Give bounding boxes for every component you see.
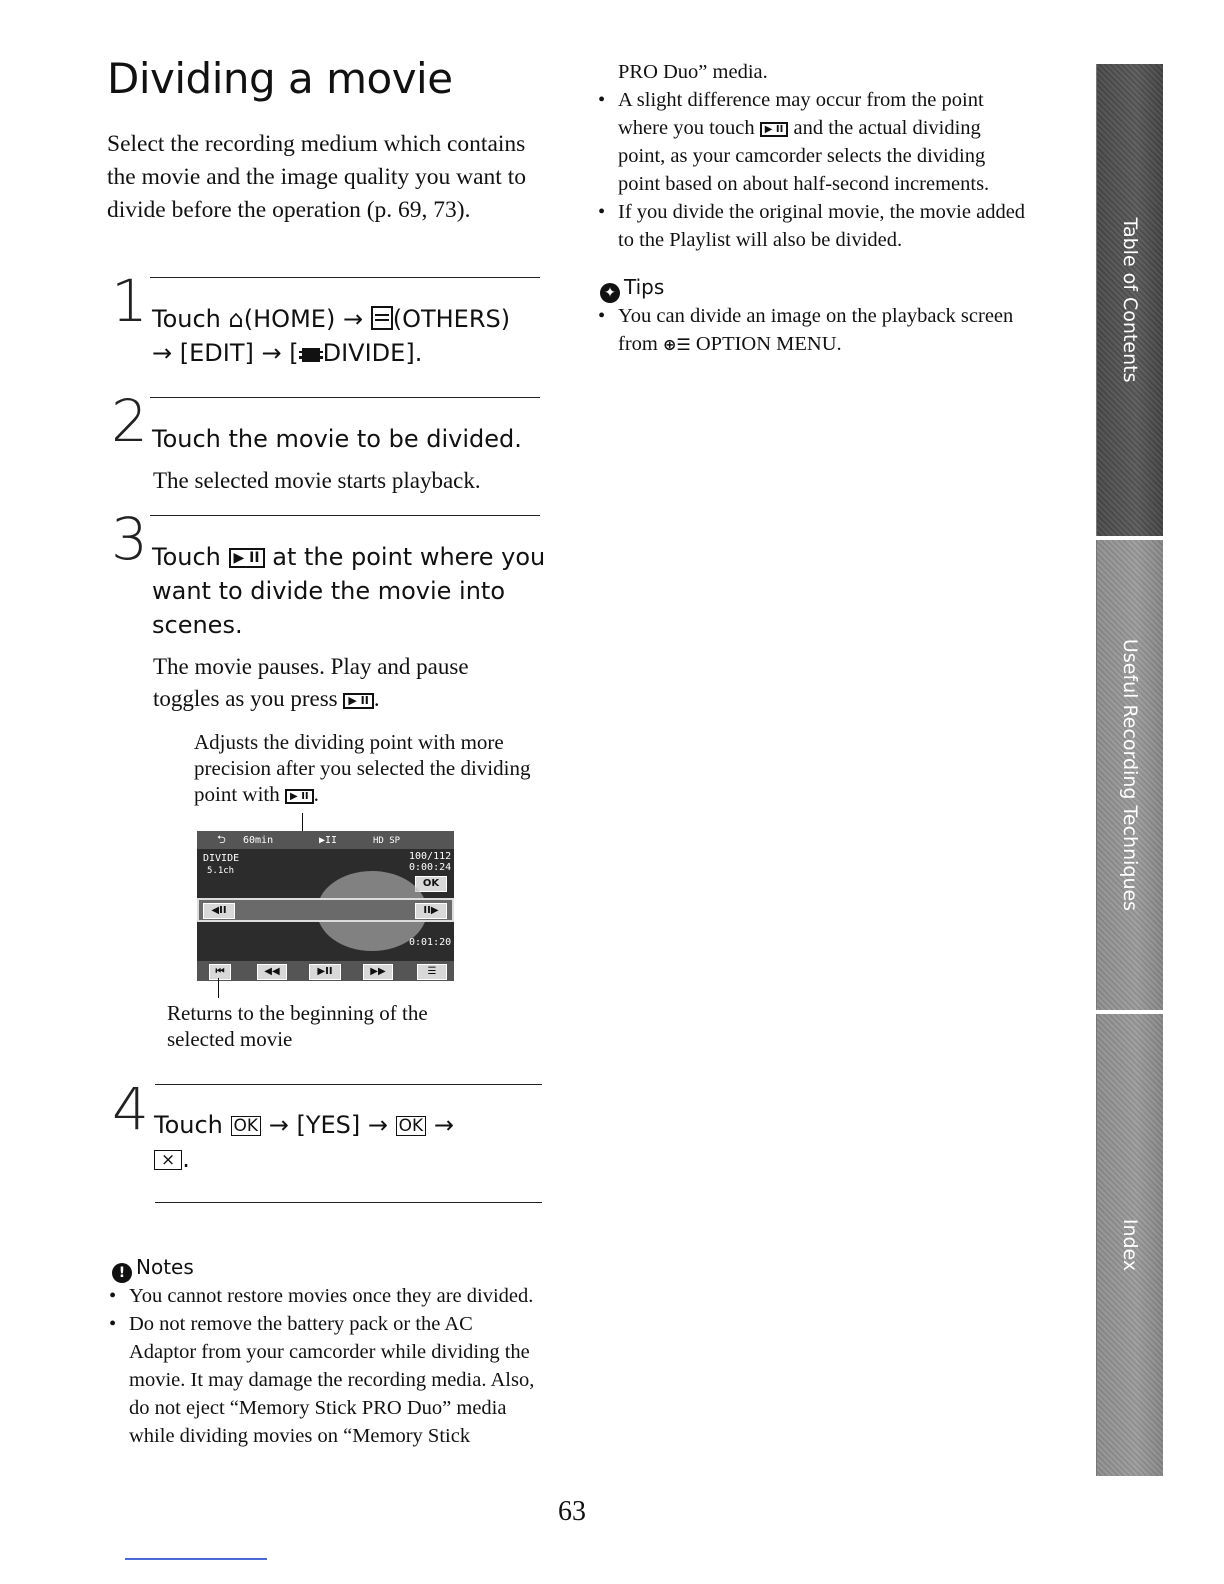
ok-icon: OK	[231, 1116, 262, 1136]
tab-label: Index	[1119, 1218, 1141, 1272]
arrow-icon: →	[261, 339, 282, 367]
prev-frame-button[interactable]: ◀II	[203, 903, 235, 919]
step-4-heading: Touch OK → [YES] → OK → × .	[154, 1111, 454, 1173]
tab-label: Table of Contents	[1119, 217, 1141, 383]
right-notes-list	[598, 86, 1028, 254]
tab-label: Useful Recording Techniques	[1119, 638, 1141, 912]
page-number: 63	[558, 1496, 586, 1527]
step-2-heading: Touch the movie to be divided.	[152, 425, 522, 453]
back-icon: ⮌	[217, 833, 226, 846]
notes-item: • Do not remove the battery pack or the AC Adaptor from your camcorder while dividing the movie. It may damage the recording media. Also, do not eject “Memory Stick PRO Duo” media while dividing movies on “Memory Stick	[109, 1310, 541, 1450]
time-top-label: 0:00:24	[409, 862, 452, 873]
step-2-body: The selected movie starts playback.	[153, 468, 481, 493]
play-indicator: ▶II	[319, 835, 338, 846]
step-4-rule	[155, 1084, 542, 1085]
callout-leader-bottom	[218, 978, 219, 998]
return-to-start-button[interactable]: ⏮	[209, 964, 231, 980]
counter-label: 100/112	[409, 851, 452, 862]
tab-table-of-contents[interactable]	[1096, 64, 1163, 536]
step-1-number: 1	[111, 267, 148, 335]
tips-item: • You can divide an image on the playback screen from ⊕☰ OPTION MENU.	[598, 302, 1038, 359]
notes-item: • If you divide the original movie, the movie added to the Playlist will also be divided.	[598, 198, 1028, 254]
footer-line	[125, 1558, 267, 1560]
arrow-icon: →	[342, 305, 364, 333]
tips-list	[598, 302, 1038, 359]
home-icon: ⌂	[228, 305, 244, 333]
step-2-rule	[150, 397, 540, 398]
tab-useful-recording-techniques[interactable]	[1096, 540, 1163, 1010]
notes-item: • You cannot restore movies once they are divided.	[109, 1282, 541, 1310]
play-pause-icon: ▶ II	[343, 693, 373, 709]
close-icon: ×	[154, 1150, 182, 1170]
arrow-icon: →	[367, 1111, 388, 1139]
page-title: Dividing a movie	[107, 54, 453, 103]
play-pause-icon: ▶ II	[760, 122, 789, 137]
tips-heading: ✦ Tips	[600, 275, 664, 303]
ok-icon: OK	[396, 1116, 427, 1136]
play-pause-button[interactable]: ▶II	[309, 964, 341, 980]
battery-indicator: 60min	[243, 835, 274, 846]
notes-continuation: PRO Duo” media.	[618, 61, 768, 83]
audio-label: 5.1ch	[207, 866, 235, 876]
lightbulb-icon: ✦	[600, 283, 620, 303]
option-menu-icon: ⊕☰	[662, 335, 691, 354]
option-button[interactable]: ☰	[417, 964, 447, 980]
rewind-button[interactable]: ◀◀	[257, 964, 287, 980]
callout-return-start: Returns to the beginning of the selected movie	[167, 1001, 428, 1051]
step-1-heading: Touch ⌂(HOME) → (OTHERS) → [EDIT] → [ DIVIDE].	[152, 305, 511, 367]
next-frame-button[interactable]: II▶	[415, 903, 447, 919]
step-3-number: 3	[111, 505, 148, 573]
arrow-icon: →	[152, 339, 173, 367]
step-3-rule	[150, 515, 540, 516]
arrow-icon: →	[268, 1111, 289, 1139]
time-bottom-label: 0:01:20	[409, 937, 452, 948]
camcorder-screen-image	[197, 831, 454, 981]
callout-fine-adjust: Adjusts the dividing point with more precision after you selected the dividing point with ▶ II .	[194, 730, 531, 806]
play-pause-icon: ▶ II	[229, 548, 265, 568]
step-4-end-rule	[155, 1202, 542, 1203]
intro-text: Select the recording medium which contains the movie and the image quality you want to divide before the operation (p. 69, 73).	[107, 131, 526, 223]
notes-list	[109, 1282, 541, 1450]
notes-heading: ! Notes	[112, 1255, 194, 1283]
forward-button[interactable]: ▶▶	[363, 964, 393, 980]
film-icon	[299, 348, 323, 362]
notes-icon: !	[112, 1263, 132, 1283]
tab-index[interactable]	[1096, 1014, 1163, 1476]
arrow-icon: →	[433, 1111, 454, 1139]
notes-item: • A slight difference may occur from the point where you touch ▶ II and the actual dividing point, as your camcorder selects the dividing point based on about half-second increments.	[598, 86, 1028, 198]
mode-label: DIVIDE	[203, 853, 240, 864]
play-pause-icon: ▶ II	[285, 789, 314, 804]
step-3-heading: Touch ▶ II at the point where you want to divide the movie into scenes.	[152, 543, 546, 639]
step-1-rule	[150, 277, 540, 278]
others-icon	[371, 306, 393, 330]
step-4-number: 4	[112, 1075, 149, 1143]
step-2-number: 2	[111, 387, 148, 455]
screen-ok-button[interactable]: OK	[415, 876, 447, 892]
quality-indicator: HD SP	[373, 836, 401, 846]
step-3-body: The movie pauses. Play and pause toggles as you press ▶ II .	[153, 654, 469, 711]
